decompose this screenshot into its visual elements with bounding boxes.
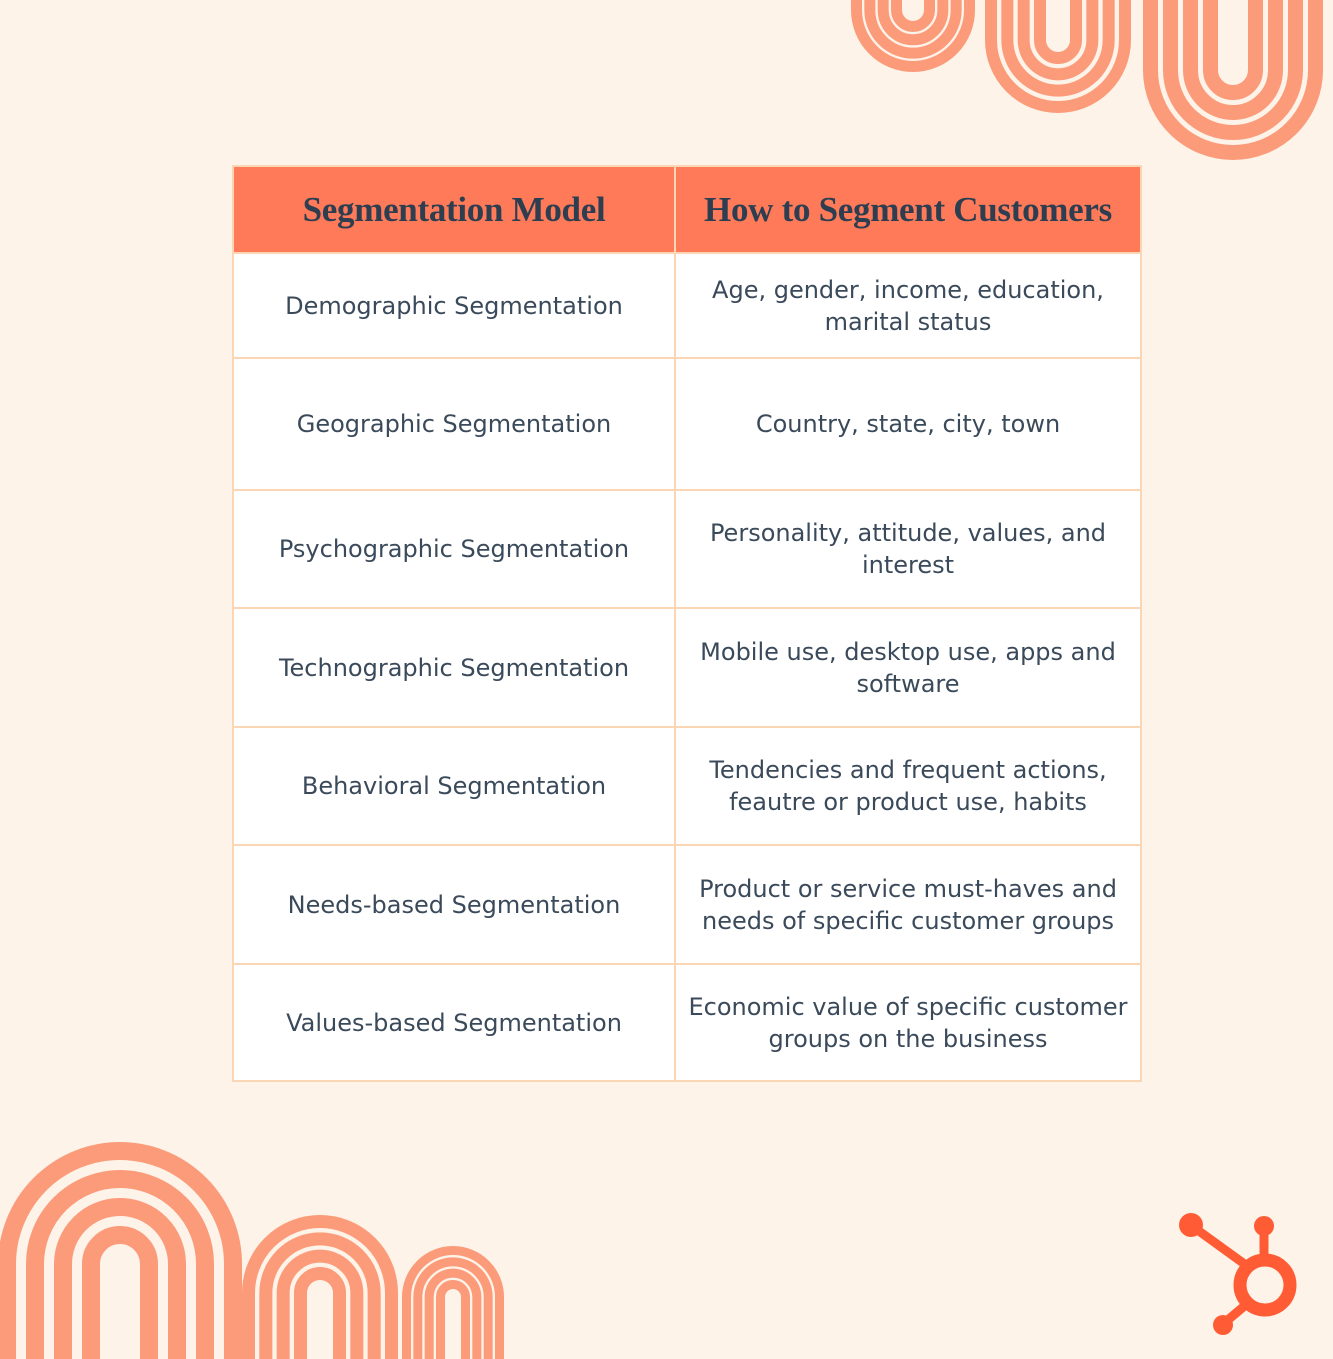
table-row bbox=[233, 490, 1141, 608]
segmentation-table bbox=[232, 165, 1142, 1082]
arch-stripe bbox=[91, 1235, 149, 1359]
header-segmentation-model: Segmentation Model bbox=[233, 166, 675, 253]
arch-stripe bbox=[897, 0, 930, 27]
table-row bbox=[233, 253, 1141, 358]
segmentation-model-cell: Needs-based Segmentation bbox=[233, 845, 675, 964]
segmentation-model-cell: Geographic Segmentation bbox=[233, 358, 675, 490]
segmentation-model-cell: Psychographic Segmentation bbox=[233, 490, 675, 608]
header-how-to-segment: How to Segment Customers bbox=[675, 166, 1141, 253]
table-header-row bbox=[233, 166, 1141, 253]
how-to-segment-cell: Country, state, city, town bbox=[675, 358, 1141, 490]
segmentation-model-cell: Values-based Segmentation bbox=[233, 964, 675, 1081]
how-to-segment-cell: Age, gender, income, education, marital status bbox=[675, 253, 1141, 358]
table-row bbox=[233, 608, 1141, 727]
segmentation-model-cell: Demographic Segmentation bbox=[233, 253, 675, 358]
table-row bbox=[233, 964, 1141, 1081]
arch-stripe bbox=[1211, 0, 1256, 93]
segmentation-model-cell: Behavioral Segmentation bbox=[233, 727, 675, 845]
hubspot-logo-icon bbox=[1179, 1213, 1290, 1335]
arch-stripe bbox=[441, 1284, 466, 1359]
segmentation-model-cell: Technographic Segmentation bbox=[233, 608, 675, 727]
table-row bbox=[233, 358, 1141, 490]
how-to-segment-cell: Mobile use, desktop use, apps and software bbox=[675, 608, 1141, 727]
arch-stripe bbox=[301, 1274, 340, 1359]
how-to-segment-cell: Personality, attitude, values, and interest bbox=[675, 490, 1141, 608]
table-row bbox=[233, 845, 1141, 964]
how-to-segment-cell: Product or service must-haves and needs of specific customer groups bbox=[675, 845, 1141, 964]
arch-stripe bbox=[1040, 0, 1076, 58]
table-row bbox=[233, 727, 1141, 845]
how-to-segment-cell: Economic value of specific customer groups on the business bbox=[675, 964, 1141, 1081]
how-to-segment-cell: Tendencies and frequent actions, feautre or product use, habits bbox=[675, 727, 1141, 845]
